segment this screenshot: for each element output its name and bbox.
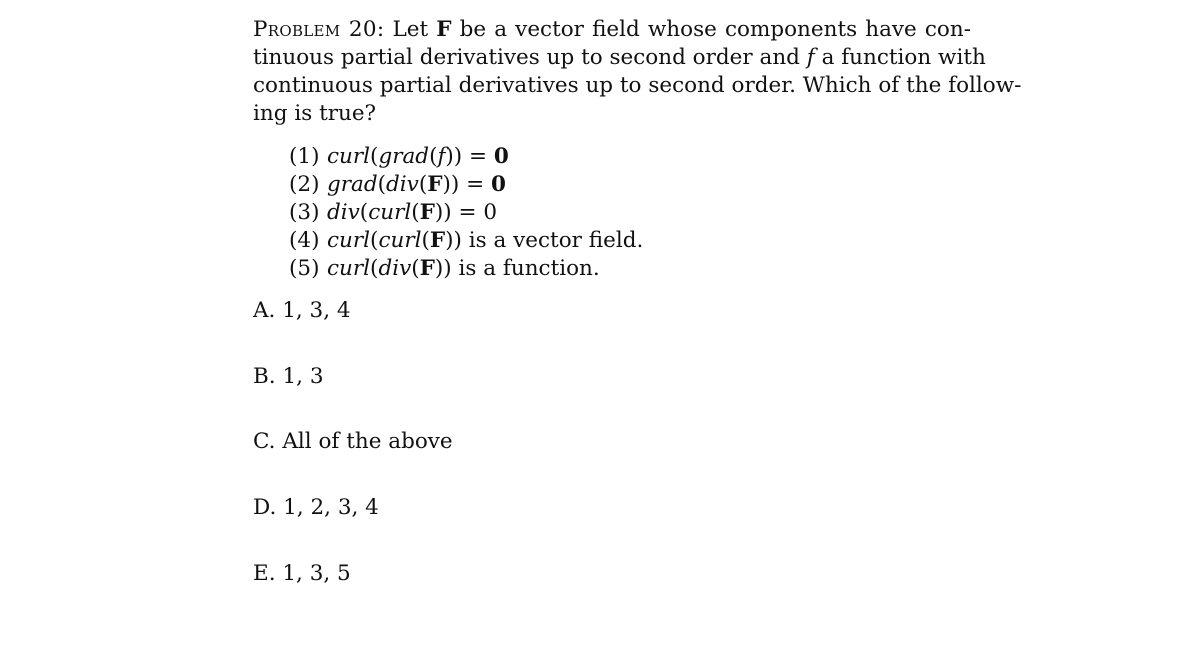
statement-item: (5) curl(div(F)) is a function. (289, 256, 600, 281)
answer-choice-c: C. All of the above (253, 429, 453, 454)
vector-field-symbol: F (436, 17, 452, 42)
problem-paragraph (253, 16, 1022, 128)
problem-label: Problem 20: (253, 17, 385, 42)
answer-choice-b: B. 1, 3 (253, 364, 324, 389)
answer-choice-a: A. 1, 3, 4 (253, 298, 351, 323)
statement-item: (4) curl(curl(F)) is a vector field. (289, 228, 644, 253)
statement-item: (2) grad(div(F)) = 0 (289, 172, 506, 197)
function-symbol: f (806, 45, 815, 70)
statement-item: (1) curl(grad(f)) = 0 (289, 144, 509, 169)
problem-line-2: tinuous partial derivatives up to second order and f a function with (253, 45, 986, 70)
problem-line-3: continuous partial derivatives up to second order. Which of the follow- (253, 73, 1022, 98)
statement-item: (3) div(curl(F)) = 0 (289, 200, 498, 225)
answer-choice-e: E. 1, 3, 5 (253, 561, 351, 586)
answer-choice-d: D. 1, 2, 3, 4 (253, 495, 379, 520)
problem-statement (253, 16, 1022, 128)
problem-line-1: Problem 20: Let F be a vector field whose components have con- (253, 17, 971, 42)
problem-line-4: ing is true? (253, 101, 377, 126)
statement-list (289, 143, 643, 283)
